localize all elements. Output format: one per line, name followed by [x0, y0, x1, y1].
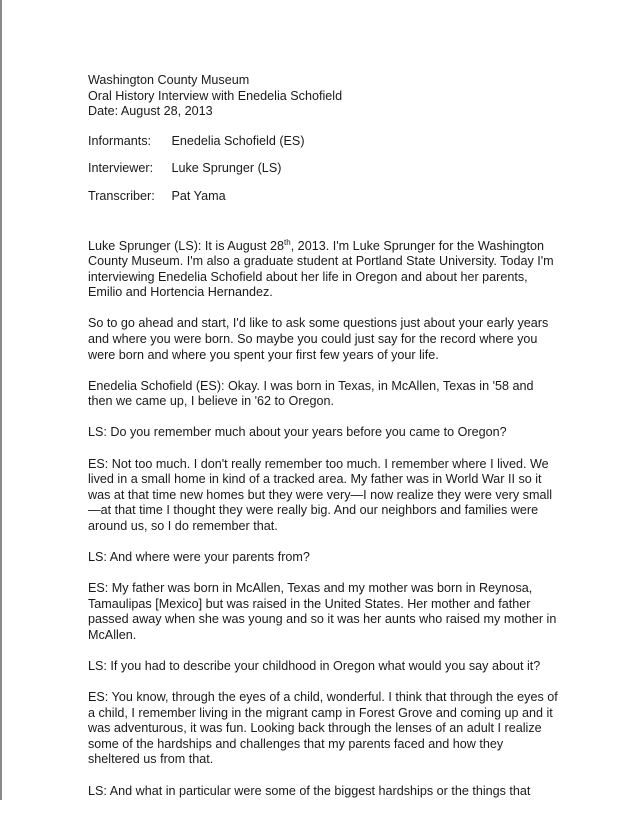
meta-row-interviewer: [88, 161, 558, 177]
interview-date: Date: August 28, 2013: [88, 104, 213, 119]
transcript-paragraph: LS: Do you remember much about your years before you came to Oregon?: [88, 425, 507, 440]
interview-metadata: [88, 134, 558, 205]
interviewer-label: Interviewer:: [88, 161, 154, 176]
transcript-body: [88, 239, 558, 800]
transcript-document: [88, 73, 558, 815]
transcript-paragraph: Enedelia Schofield (ES): Okay. I was born in Texas, in McAllen, Texas in '58 and then we came up, I believe in '62 to Oregon.: [88, 378, 534, 409]
museum-name: Washington County Museum: [88, 73, 250, 87]
transcript-paragraph: LS: And where were your parents from?: [88, 549, 310, 564]
transcriber-label: Transcriber:: [88, 188, 155, 203]
transcript-paragraph: ES: My father was born in McAllen, Texas and my mother was born in Reynosa, Tamaulipas [Mexico] but was raised in the United States. Her mother and father passed away when she was young and so it was her aunts who raised my mother in McAllen.: [88, 581, 557, 642]
transcript-paragraph: ES: Not too much. I don't really remember too much. I remember where I lived. We lived in a small home in kind of a tracked area. My father was in World War II so it was at that time new homes but they were very—I now realize they were very small—at that time I thought they were really big. And our neighbors and families were around us, so I do remember that.: [88, 456, 553, 533]
meta-row-transcriber: [88, 189, 558, 205]
document-title: Oral History Interview with Enedelia Schofield: [88, 88, 343, 103]
transcript-paragraph: ES: You know, through the eyes of a child, wonderful. I think that through the eyes of a child, I remember living in the migrant camp in Forest Grove and coming up and it was adventurous, it was fun. Looking back through the lenses of an adult I realize some of the hardships and challenges that my parents faced and how they sheltered us from that.: [88, 690, 558, 767]
interviewer-value: Luke Sprunger (LS): [171, 161, 282, 176]
transcript-paragraph: LS: And what in particular were some of the biggest hardships or the things that: [88, 783, 531, 798]
transcript-paragraph-intro: [88, 239, 558, 301]
transcriber-value: Pat Yama: [171, 188, 226, 203]
intro-text-before: Luke Sprunger (LS): It is August 28: [88, 238, 285, 253]
informants-value: Enedelia Schofield (ES): [171, 133, 305, 148]
meta-row-informants: [88, 134, 558, 150]
date-ordinal-suffix: th: [284, 237, 291, 247]
informants-label: Informants:: [88, 133, 151, 148]
transcript-paragraph: So to go ahead and start, I'd like to ask some questions just about your early years and where you were born. So maybe you could just say for the record where you were born and where you spent your first few years of your life.: [88, 316, 549, 362]
intro-text-after: , 2013. I'm Luke Sprunger for the Washington County Museum. I'm also a graduate student at Portland State University. Today I'm interviewing Enedelia Schofield about her life in Oregon and about her parents, Emilio and Hortencia Hernandez.: [88, 238, 554, 300]
scan-edge-line: [0, 0, 2, 800]
transcript-paragraph: LS: If you had to describe your childhood in Oregon what would you say about it?: [88, 658, 541, 673]
